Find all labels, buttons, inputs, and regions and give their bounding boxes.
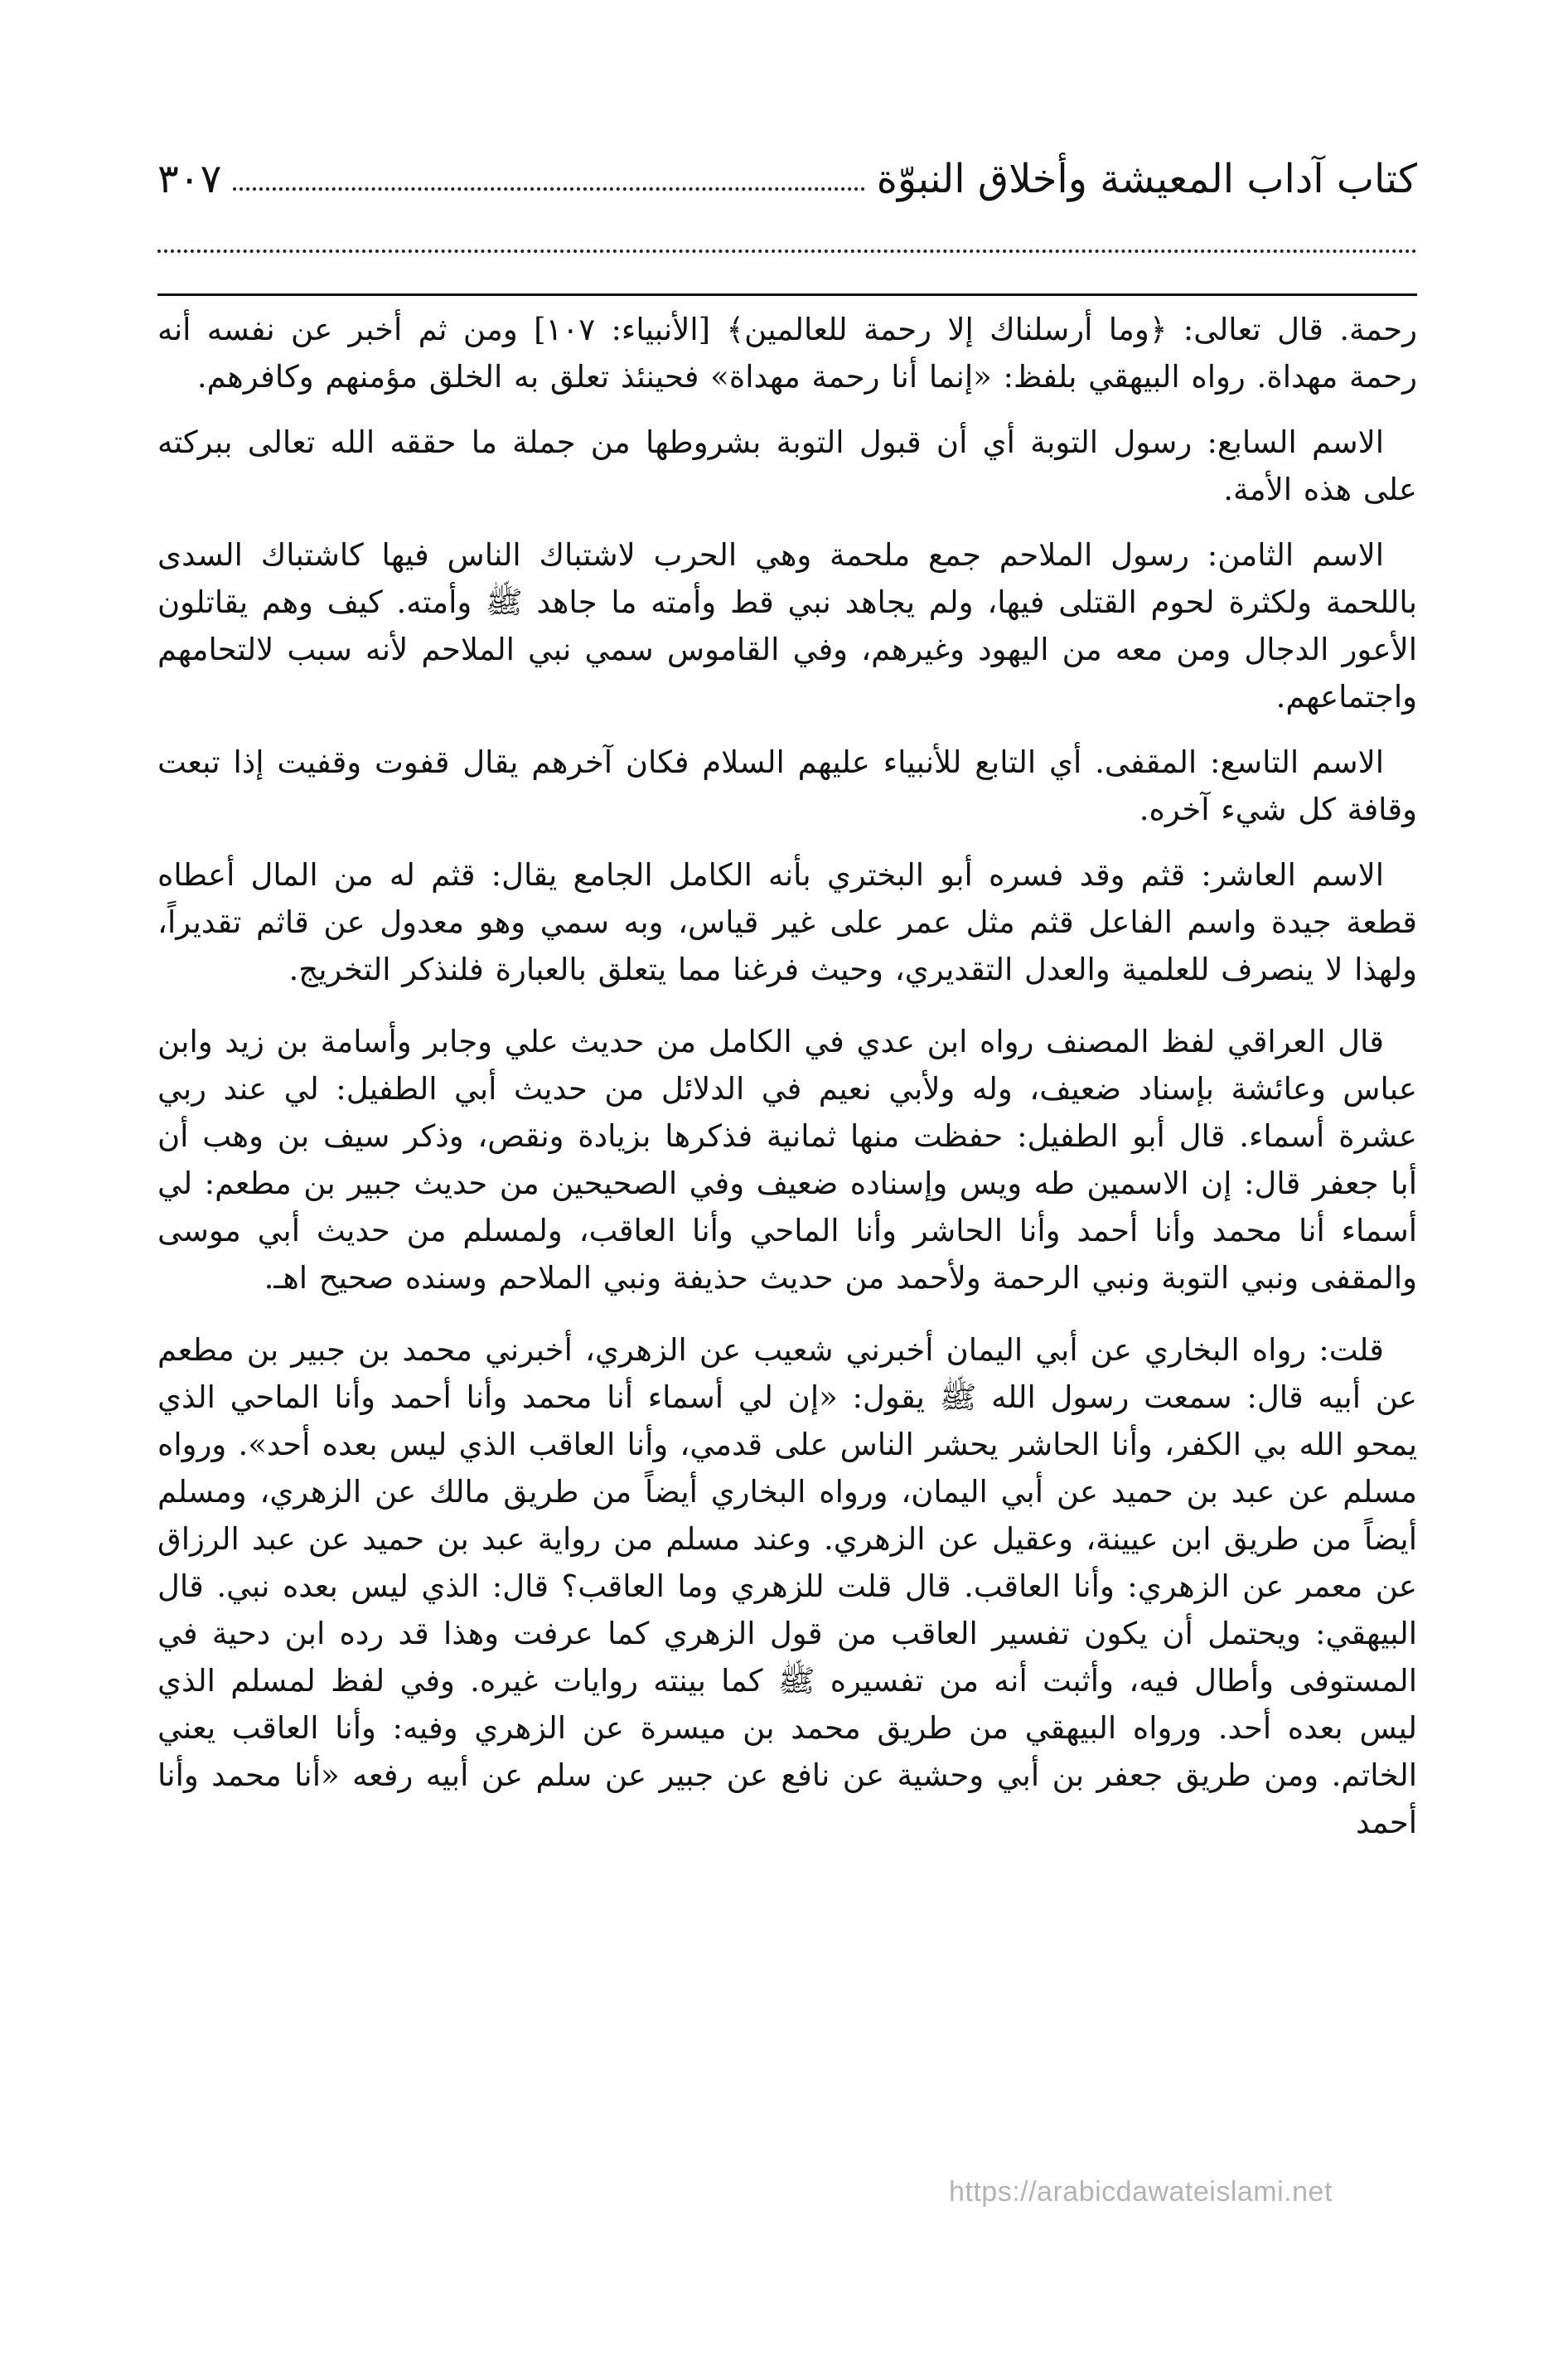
paragraph-eighth-name: الاسم الثامن: رسول الملاحم جمع ملحمة وهي الحرب لاشتباك الناس فيها كاشتباك السدى باللحمة ولكثرة لحوم القتلى فيها، ولم يجاهد نبي قط وأمته ما جاهد ﷺ وأمته. كيف وهم يقاتلون الأعور الدجال ومن معه من اليهود وغيرهم، وفي القاموس سمي نبي الملاحم لأنه سبب لالتحامهم واجتماعهم. <box>157 537 1417 715</box>
running-header <box>157 124 1417 202</box>
paragraph-commentary: قلت: رواه البخاري عن أبي اليمان أخبرني شعيب عن الزهري، أخبرني محمد بن جبير بن مطعم عن أبيه قال: سمعت رسول الله ﷺ يقول: «إن لي أسماء أنا محمد وأنا أحمد وأنا الماحي الذي يمحو الله بي الكفر، وأنا الحاشر يحشر الناس على قدمي، وأنا العاقب الذي ليس بعده أحد». ورواه مسلم عن عبد بن حميد عن أبي اليمان، ورواه البخاري أيضاً من طريق مالك عن الزهري، ومسلم أيضاً من طريق ابن عيينة، وعقيل عن الزهري. وعند مسلم من رواية عبد بن حميد عن عبد الرزاق عن معمر عن الزهري: وأنا العاقب. قال قلت للزهري وما العاقب؟ قال: الذي ليس بعده نبي. قال البيهقي: ويحتمل أن يكون تفسير العاقب من قول الزهري كما عرفت وهذا قد رده ابن دحية في المستوفى وأطال فيه، وأثبت أنه من تفسيره ﷺ كما بينته روايات غيره. وفي لفظ لمسلم الذي ليس بعده أحد. ورواه البيهقي من طريق محمد بن ميسرة عن الزهري وفيه: وأنا العاقب يعني الخاتم. ومن طريق جعفر بن أبي وحشية عن نافع عن جبير عن سلم عن أبيه رفعه «أنا محمد وأنا أحمد <box>157 1332 1418 1840</box>
page-number: ٣٠٧ <box>157 156 222 202</box>
dotted-divider <box>157 249 1417 253</box>
paragraph-ninth-name: الاسم التاسع: المقفى. أي التابع للأنبياء عليهم السلام فكان آخرهم يقال قفوت وقفيت إذا تبعت وقافة كل شيء آخره. <box>157 744 1417 827</box>
paragraph-tenth-name: الاسم العاشر: قثم وقد فسره أبو البختري بأنه الكامل الجامع يقال: قثم له من المال أعطاه قطعة جيدة واسم الفاعل قثم مثل عمر على غير قياس، وبه سمي وهو معدول عن قاثم تقديراً، ولهذا لا ينصرف للعلمية والعدل التقديري، وحيث فرغنا مما يتعلق بالعبارة فلنذكر التخريج. <box>157 857 1417 987</box>
paragraph-mercy: رحمة. قال تعالى: ﴿وما أرسلناك إلا رحمة للعالمين﴾ [الأنبياء: ١٠٧] ومن ثم أخبر عن نفسه أنه رحمة مهداة. رواه البيهقي بلفظ: «إنما أنا رحمة مهداة» فحينئذ تعلق به الخلق مؤمنهم وكافرهم. <box>157 312 1417 395</box>
paragraph-iraqi-takhrij: قال العراقي لفظ المصنف رواه ابن عدي في الكامل من حديث علي وجابر وأسامة بن زيد وابن عباس وعائشة بإسناد ضعيف، وله ولأبي نعيم في الدلائل من حديث أبي الطفيل: لي عند ربي عشرة أسماء. قال أبو الطفيل: حفظت منها ثمانية فذكرها بزيادة ونقص، وذكر سيف بن وهب أن أبا جعفر قال: إن الاسمين طه ويس وإسناده ضعيف وفي الصحيحين من حديث جبير بن مطعم: لي أسماء أنا محمد وأنا أحمد وأنا الحاشر وأنا الماحي وأنا العاقب، ولمسلم من حديث أبي موسى والمقفى ونبي التوبة ونبي الرحمة ولأحمد من حديث حذيفة ونبي الملاحم وسنده صحيح اهـ. <box>157 1024 1417 1296</box>
book-page <box>157 124 1417 2363</box>
header-rule <box>157 293 1417 296</box>
body-text <box>157 306 1417 1846</box>
book-title: كتاب آداب المعيشة وأخلاق النبوّة <box>876 156 1417 202</box>
source-watermark: https://arabicdawateislami.net <box>949 2176 1333 2208</box>
paragraph-seventh-name: الاسم السابع: رسول التوبة أي أن قبول التوبة بشروطها من جملة ما حققه الله تعالى ببركته على هذه الأمة. <box>157 424 1417 507</box>
dotted-leader <box>233 187 864 191</box>
